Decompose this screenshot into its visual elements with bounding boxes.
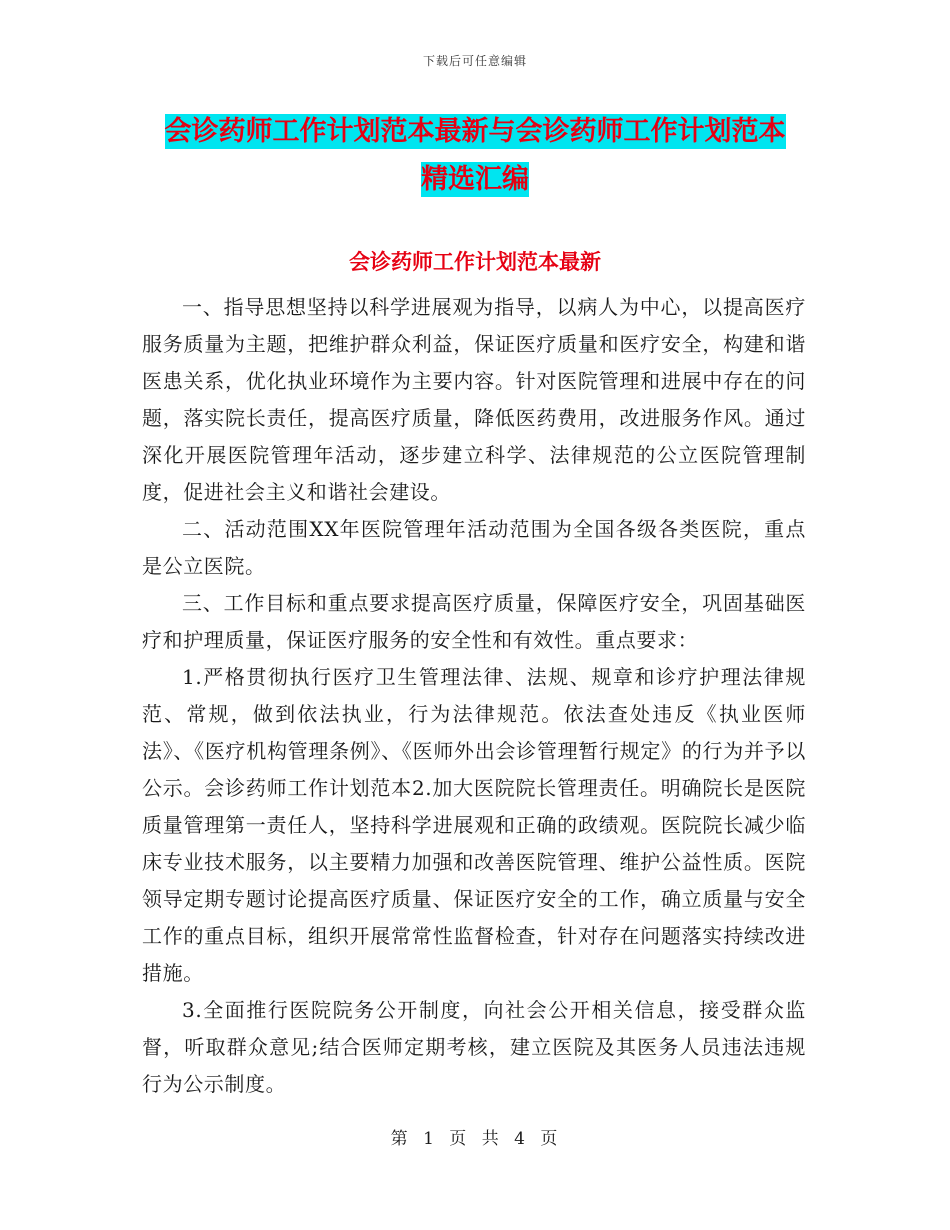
section-title: 会诊药师工作计划范本最新 — [349, 250, 601, 274]
document-title-line1: 会诊药师工作计划范本最新与会诊药师工作计划范本 — [164, 116, 786, 147]
page-number: 第 1 页 共 4 页 — [390, 1129, 560, 1149]
paragraph: 3.全面推行医院院务公开制度，向社会公开相关信息，接受群众监督，听取群众意见;结合医师定期考核，建立医院及其医务人员违法违规行为公示制度。 — [142, 998, 806, 1096]
paragraph: 三、工作目标和重点要求提高医疗质量，保障医疗安全，巩固基础医疗和护理质量，保证医疗服务的安全性和有效性。重点要求： — [142, 591, 806, 652]
document-title — [140, 108, 810, 204]
paragraph: 一、指导思想坚持以科学进展观为指导，以病人为中心，以提高医疗服务质量为主题，把维护群众利益，保证医疗质量和医疗安全，构建和谐医患关系，优化执业环境作为主要内容。针对医院管理和进展中存在的问题，落实院长责任，提高医疗质量，降低医药费用，改进服务作风。通过深化开展医院管理年活动，逐步建立科学、法律规范的公立医院管理制度，促进社会主义和谐社会建设。 — [142, 295, 806, 504]
paragraph: 1.严格贯彻执行医疗卫生管理法律、法规、规章和诊疗护理法律规范、常规，做到依法执业，行为法律规范。依法查处违反《执业医师法》、《医疗机构管理条例》、《医师外出会诊管理暂行规定》的行为并予以公示。会诊药师工作计划范本2.加大医院院长管理责任。明确院长是医院质量管理第一责任人，坚持科学进展观和正确的政绩观。医院院长减少临床专业技术服务，以主要精力加强和改善医院管理、维护公益性质。医院领导定期专题讨论提高医疗质量、保证医疗安全的工作，确立质量与安全工作的重点目标，组织开展常常性监督检查，针对存在问题落实持续改进措施。 — [142, 665, 806, 985]
document-title-line2: 精选汇编 — [421, 164, 529, 195]
paragraph: 二、活动范围XX年医院管理年活动范围为全国各级各类医院，重点是公立医院。 — [142, 517, 806, 578]
document-body — [142, 289, 806, 1103]
header-note: 下载后可任意编辑 — [422, 54, 527, 68]
